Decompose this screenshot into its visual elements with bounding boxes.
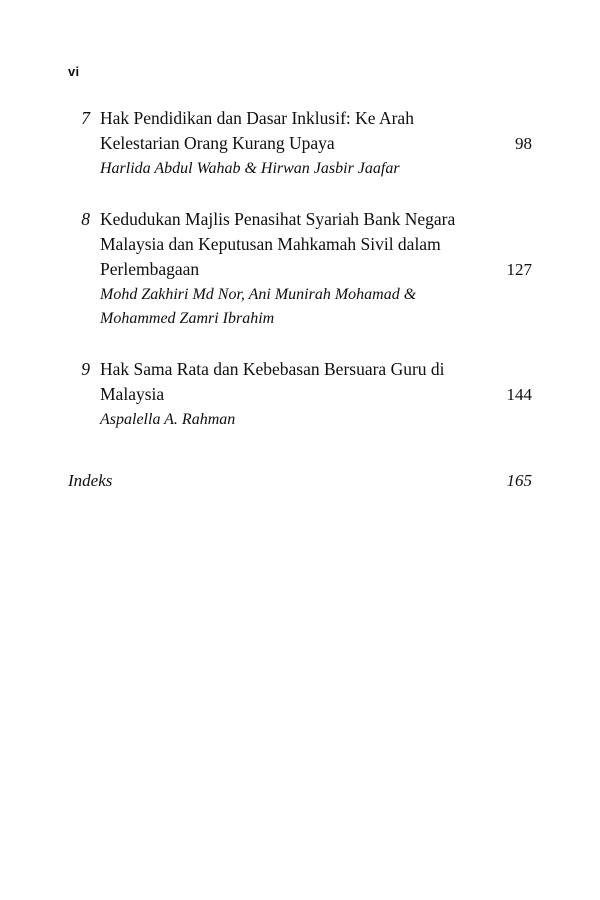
- chapter-authors: Harlida Abdul Wahab & Hirwan Jasbir Jaafar: [100, 160, 400, 177]
- toc-entry: [68, 357, 532, 432]
- chapter-title: Hak Pendidikan dan Dasar Inklusif: Ke Arah Kelestarian Orang Kurang Upaya: [100, 108, 414, 153]
- toc-entry: [68, 106, 532, 181]
- chapter-authors: Mohd Zakhiri Md Nor, Ani Munirah Mohamad & Mohammed Zamri Ibrahim: [100, 286, 417, 327]
- page-folio: vi: [68, 64, 80, 79]
- chapter-page-number: 127: [506, 260, 532, 279]
- index-page-number: 165: [506, 471, 532, 490]
- chapter-number: 7: [81, 108, 90, 128]
- index-label: Indeks: [68, 471, 113, 490]
- chapter-title: Hak Sama Rata dan Kebebasan Bersuara Guru di Malaysia: [100, 359, 445, 404]
- toc-index-entry: [68, 468, 532, 493]
- chapter-page-number: 98: [515, 134, 532, 153]
- chapter-page-number: 144: [506, 385, 532, 404]
- table-of-contents: [68, 106, 532, 493]
- toc-entry: [68, 207, 532, 331]
- chapter-authors: Aspalella A. Rahman: [100, 411, 236, 428]
- chapter-title: Kedudukan Majlis Penasihat Syariah Bank Negara Malaysia dan Keputusan Mahkamah Sivil dalam Perlembagaan: [100, 209, 456, 279]
- chapter-number: 8: [81, 209, 90, 229]
- chapter-number: 9: [81, 359, 90, 379]
